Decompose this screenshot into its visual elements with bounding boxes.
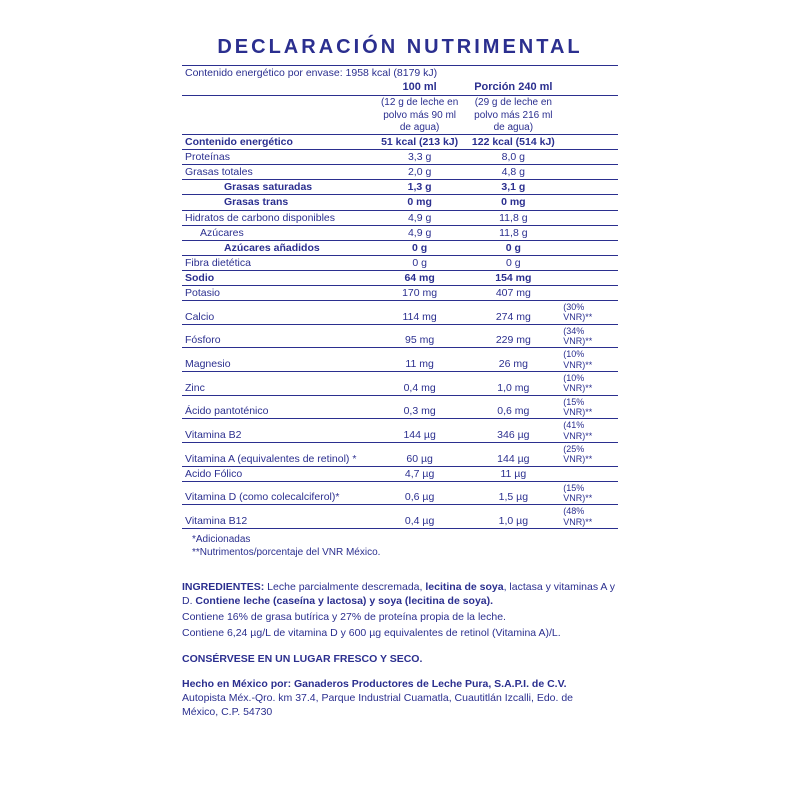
value-vnr: (10% VNR)** (561, 371, 618, 395)
nutrient-name: Vitamina A (equivalentes de retinol) * (182, 443, 374, 467)
value-portion: 1,0 mg (465, 371, 561, 395)
value-100ml: 0 mg (374, 195, 466, 210)
value-100ml: 64 mg (374, 270, 466, 285)
table-row (182, 255, 618, 270)
value-100ml: 4,9 g (374, 225, 466, 240)
table-row (182, 466, 618, 481)
ingredients-text-1: Leche parcialmente descremada, (264, 581, 426, 594)
value-100ml: 170 mg (374, 285, 466, 300)
ingredients-block (182, 581, 618, 640)
header-sub-blank-2 (182, 109, 374, 135)
ingredients-paragraph (182, 581, 618, 609)
nutrient-name: Grasas totales (182, 165, 374, 180)
nutrient-name: Grasas saturadas (182, 180, 374, 195)
table-row (182, 240, 618, 255)
table-row (182, 300, 618, 324)
header-col-100ml-sub2: polvo más 90 ml de agua) (374, 109, 466, 135)
value-100ml: 1,3 g (374, 180, 466, 195)
value-100ml: 60 µg (374, 443, 466, 467)
value-100ml: 95 mg (374, 324, 466, 348)
header-vnr-blank-2 (561, 109, 618, 135)
value-100ml: 0,6 µg (374, 481, 466, 505)
nutrient-name: Sodio (182, 270, 374, 285)
manufacturer-line-1: Hecho en México por: Ganaderos Productores de Leche Pura, S.A.P.I. de C.V. (182, 678, 567, 691)
header-col-portion: Porción 240 ml (465, 80, 561, 95)
value-vnr (561, 225, 618, 240)
table-row (182, 481, 618, 505)
value-100ml: 144 µg (374, 419, 466, 443)
manufacturer-line-2: Autopista Méx.-Qro. km 37.4, Parque Industrial Cuamatla, Cuautitlán Izcalli, Edo. de (182, 692, 574, 705)
value-vnr: (15% VNR)** (561, 481, 618, 505)
value-100ml: 114 mg (374, 300, 466, 324)
ingredients-bold-1: lecitina de soya (425, 581, 504, 594)
nutrient-name: Fibra dietética (182, 255, 374, 270)
value-100ml: 51 kcal (213 kJ) (374, 135, 466, 150)
table-row (182, 348, 618, 372)
header-sub-row-2 (182, 109, 618, 135)
value-portion: 11,8 g (465, 225, 561, 240)
note-vnr: **Nutrimentos/porcentaje del VNR México. (192, 546, 381, 558)
table-row (182, 135, 618, 150)
header-sub-row-1 (182, 95, 618, 109)
value-portion: 1,5 µg (465, 481, 561, 505)
table-row (182, 270, 618, 285)
table-row (182, 324, 618, 348)
value-portion: 407 mg (465, 285, 561, 300)
value-vnr (561, 466, 618, 481)
nutrient-name: Vitamina D (como colecalciferol)* (182, 481, 374, 505)
header-main-row (182, 80, 618, 95)
nutrient-name: Grasas trans (182, 195, 374, 210)
value-vnr: (34% VNR)** (561, 324, 618, 348)
table-row (182, 395, 618, 419)
value-portion: 0,6 mg (465, 395, 561, 419)
value-portion: 144 µg (465, 443, 561, 467)
table-row (182, 210, 618, 225)
note-adicionadas: *Adicionadas (192, 534, 251, 546)
value-100ml: 0,4 mg (374, 371, 466, 395)
value-100ml: 0,3 mg (374, 395, 466, 419)
nutrient-name: Acido Fólico (182, 466, 374, 481)
value-portion: 0 g (465, 240, 561, 255)
value-vnr (561, 150, 618, 165)
value-vnr (561, 240, 618, 255)
value-vnr (561, 195, 618, 210)
value-100ml: 4,9 g (374, 210, 466, 225)
value-portion: 3,1 g (465, 180, 561, 195)
value-vnr (561, 210, 618, 225)
value-100ml: 0 g (374, 255, 466, 270)
nutrient-name: Hidratos de carbono disponibles (182, 210, 374, 225)
value-100ml: 11 mg (374, 348, 466, 372)
manufacturer-block (182, 678, 618, 720)
manufacturer-line-3: México, C.P. 54730 (182, 706, 273, 719)
nutrient-rows (182, 135, 618, 529)
value-portion: 4,8 g (465, 165, 561, 180)
value-portion: 154 mg (465, 270, 561, 285)
nutrient-name: Calcio (182, 300, 374, 324)
value-portion: 1,0 µg (465, 505, 561, 529)
nutrition-facts-table (182, 65, 618, 529)
storage-block (182, 653, 618, 667)
ingredients-label: INGREDIENTES: (182, 581, 265, 594)
nutrient-name: Contenido energético (182, 135, 374, 150)
energy-per-package-text: Contenido energético por envase: 1958 kcal (8179 kJ) (182, 66, 618, 81)
table-row (182, 195, 618, 210)
value-portion: 0 mg (465, 195, 561, 210)
header-vnr-blank (561, 80, 618, 95)
value-vnr (561, 180, 618, 195)
value-vnr: (48% VNR)** (561, 505, 618, 529)
header-col-100ml-sub1: (12 g de leche en (380, 96, 459, 108)
value-vnr (561, 135, 618, 150)
nutrient-name: Zinc (182, 371, 374, 395)
value-vnr (561, 270, 618, 285)
value-portion: 11,8 g (465, 210, 561, 225)
value-portion: 0 g (465, 255, 561, 270)
value-100ml: 3,3 g (374, 150, 466, 165)
value-vnr: (15% VNR)** (561, 395, 618, 419)
value-vnr: (25% VNR)** (561, 443, 618, 467)
header-blank-cell (182, 80, 374, 95)
value-portion: 11 µg (465, 466, 561, 481)
nutrient-name: Ácido pantoténico (182, 395, 374, 419)
table-row (182, 180, 618, 195)
nutrient-name: Fósforo (182, 324, 374, 348)
table-row (182, 419, 618, 443)
value-100ml: 4,7 µg (374, 466, 466, 481)
value-vnr (561, 285, 618, 300)
ingredients-text-2: , lactasa y vitaminas A y D. (182, 581, 616, 607)
value-100ml: 0 g (374, 240, 466, 255)
value-100ml: 0,4 µg (374, 505, 466, 529)
nutrient-name: Vitamina B2 (182, 419, 374, 443)
nutrient-name: Proteínas (182, 150, 374, 165)
nutrient-name: Azúcares añadidos (182, 240, 374, 255)
value-100ml: 2,0 g (374, 165, 466, 180)
value-portion: 122 kcal (514 kJ) (465, 135, 561, 150)
value-vnr (561, 165, 618, 180)
value-vnr (561, 255, 618, 270)
page-title: DECLARACIÓN NUTRIMENTAL (217, 36, 583, 58)
value-portion: 274 mg (465, 300, 561, 324)
value-portion: 229 mg (465, 324, 561, 348)
value-portion: 346 µg (465, 419, 561, 443)
table-notes (182, 534, 618, 559)
header-col-portion-sub1: (29 g de leche en (474, 96, 552, 108)
nutrient-name: Azúcares (182, 225, 374, 240)
header-sub-blank-1 (182, 95, 374, 109)
nutrient-name: Magnesio (182, 348, 374, 372)
header-col-100ml: 100 ml (374, 80, 466, 95)
header-vnr-blank-1 (561, 95, 618, 109)
value-vnr: (30% VNR)** (561, 300, 618, 324)
table-row (182, 285, 618, 300)
table-row (182, 371, 618, 395)
value-vnr: (41% VNR)** (561, 419, 618, 443)
table-body (182, 66, 618, 135)
nutrient-name: Vitamina B12 (182, 505, 374, 529)
table-row (182, 225, 618, 240)
ingredients-bold-2: Contiene leche (caseína y lactosa) y soya (lecitina de soya). (195, 595, 494, 607)
table-row (182, 443, 618, 467)
table-row (182, 505, 618, 529)
nutrient-name: Potasio (182, 285, 374, 300)
table-row (182, 165, 618, 180)
storage-text: CONSÉRVESE EN UN LUGAR FRESCO Y SECO. (182, 652, 423, 665)
header-col-portion-sub2: polvo más 216 ml de agua) (465, 109, 561, 135)
value-portion: 26 mg (465, 348, 561, 372)
ingredients-butirica-line: Contiene 16% de grasa butírica y 27% de proteína propia de la leche. (182, 610, 506, 623)
table-row (182, 150, 618, 165)
value-vnr: (10% VNR)** (561, 348, 618, 372)
ingredients-vitd-line: Contiene 6,24 µg/L de vitamina D y 600 µg equivalentes de retinol (Vitamina A)/L. (182, 626, 561, 639)
energy-per-package-row (182, 66, 618, 81)
value-portion: 8,0 g (465, 150, 561, 165)
